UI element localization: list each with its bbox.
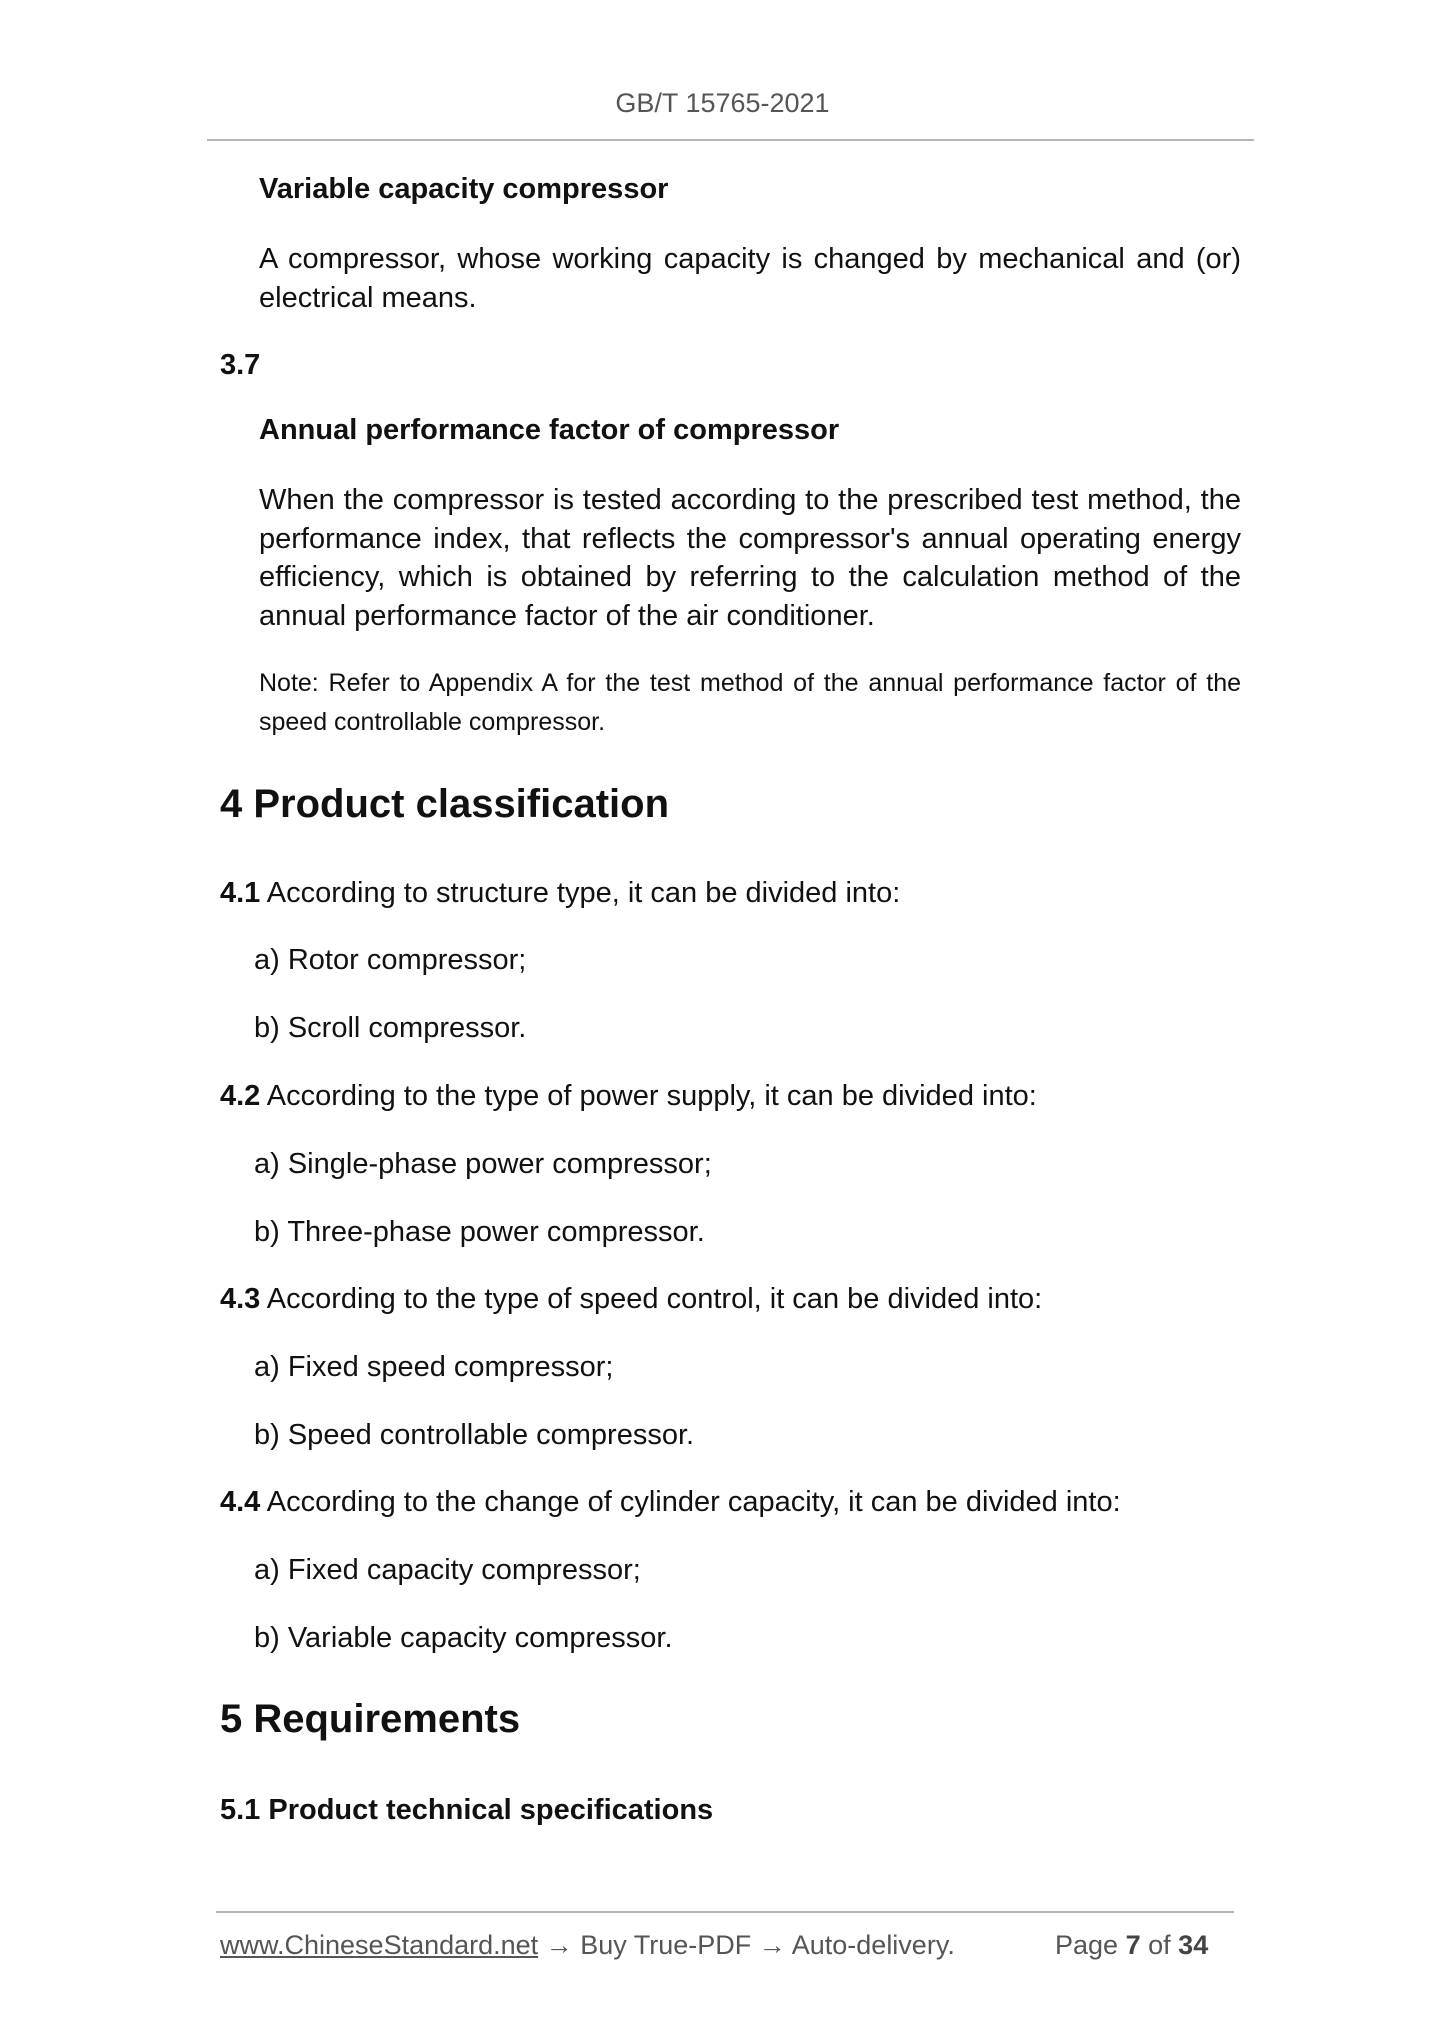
website-link[interactable]: www.ChineseStandard.net	[220, 1930, 539, 1960]
clause-4-3	[220, 1283, 1042, 1316]
clause-number: 4.1	[220, 877, 261, 909]
running-header: GB/T 15765-2021	[615, 88, 830, 118]
clause-4-4	[220, 1486, 1121, 1519]
clause-text: According to structure type, it can be divided into:	[260, 877, 901, 909]
term-note: Note: Refer to Appendix A for the test method of the annual performance factor of the speed controllable compressor.	[259, 669, 1241, 736]
list-item: a) Rotor compressor;	[254, 944, 527, 976]
term-title: Variable capacity compressor	[259, 173, 669, 205]
term-title: Annual performance factor of compressor	[259, 414, 840, 446]
list-item: b) Three-phase power compressor.	[254, 1216, 705, 1248]
clause-number: 4.3	[220, 1283, 261, 1315]
clause-number: 4.2	[220, 1080, 261, 1112]
clause-text: According to the type of speed control, it can be divided into:	[260, 1283, 1043, 1315]
of-label: of	[1148, 1930, 1171, 1960]
entry-number: 3.7	[220, 349, 261, 381]
clause-text: According to the type of power supply, it can be divided into:	[260, 1080, 1037, 1112]
clause-text: According to the change of cylinder capacity, it can be divided into:	[260, 1486, 1121, 1518]
header-rule	[207, 139, 1254, 141]
page-total: 34	[1178, 1930, 1209, 1960]
footer-tagline: → Buy True-PDF → Auto-delivery.	[538, 1930, 955, 1960]
page-number: 7	[1125, 1930, 1141, 1960]
clause-4-1	[220, 877, 900, 910]
list-item: a) Fixed speed compressor;	[254, 1351, 614, 1383]
section-heading: 5 Requirements	[220, 1697, 521, 1741]
footer-rule	[216, 1911, 1234, 1913]
term-definition: When the compressor is tested according to the prescribed test method, the performance index, that reflects the compressor's annual operating energy efficiency, which is obtained by referring to the calculation method of the annual performance factor of the air conditioner.	[259, 484, 1241, 632]
subsection-heading: 5.1 Product technical specifications	[220, 1794, 714, 1826]
list-item: a) Fixed capacity compressor;	[254, 1554, 641, 1586]
footer-promo	[220, 1930, 955, 1961]
term-definition: A compressor, whose working capacity is changed by mechanical and (or) electrical means.	[259, 243, 1241, 314]
list-item: a) Single-phase power compressor;	[254, 1148, 712, 1180]
list-item: b) Speed controllable compressor.	[254, 1419, 695, 1451]
list-item: b) Scroll compressor.	[254, 1012, 527, 1044]
clause-4-2	[220, 1080, 1037, 1113]
page-label: Page	[1055, 1930, 1119, 1960]
list-item: b) Variable capacity compressor.	[254, 1622, 673, 1654]
clause-number: 4.4	[220, 1486, 261, 1518]
section-heading: 4 Product classification	[220, 782, 670, 826]
page-indicator	[1055, 1930, 1208, 1961]
